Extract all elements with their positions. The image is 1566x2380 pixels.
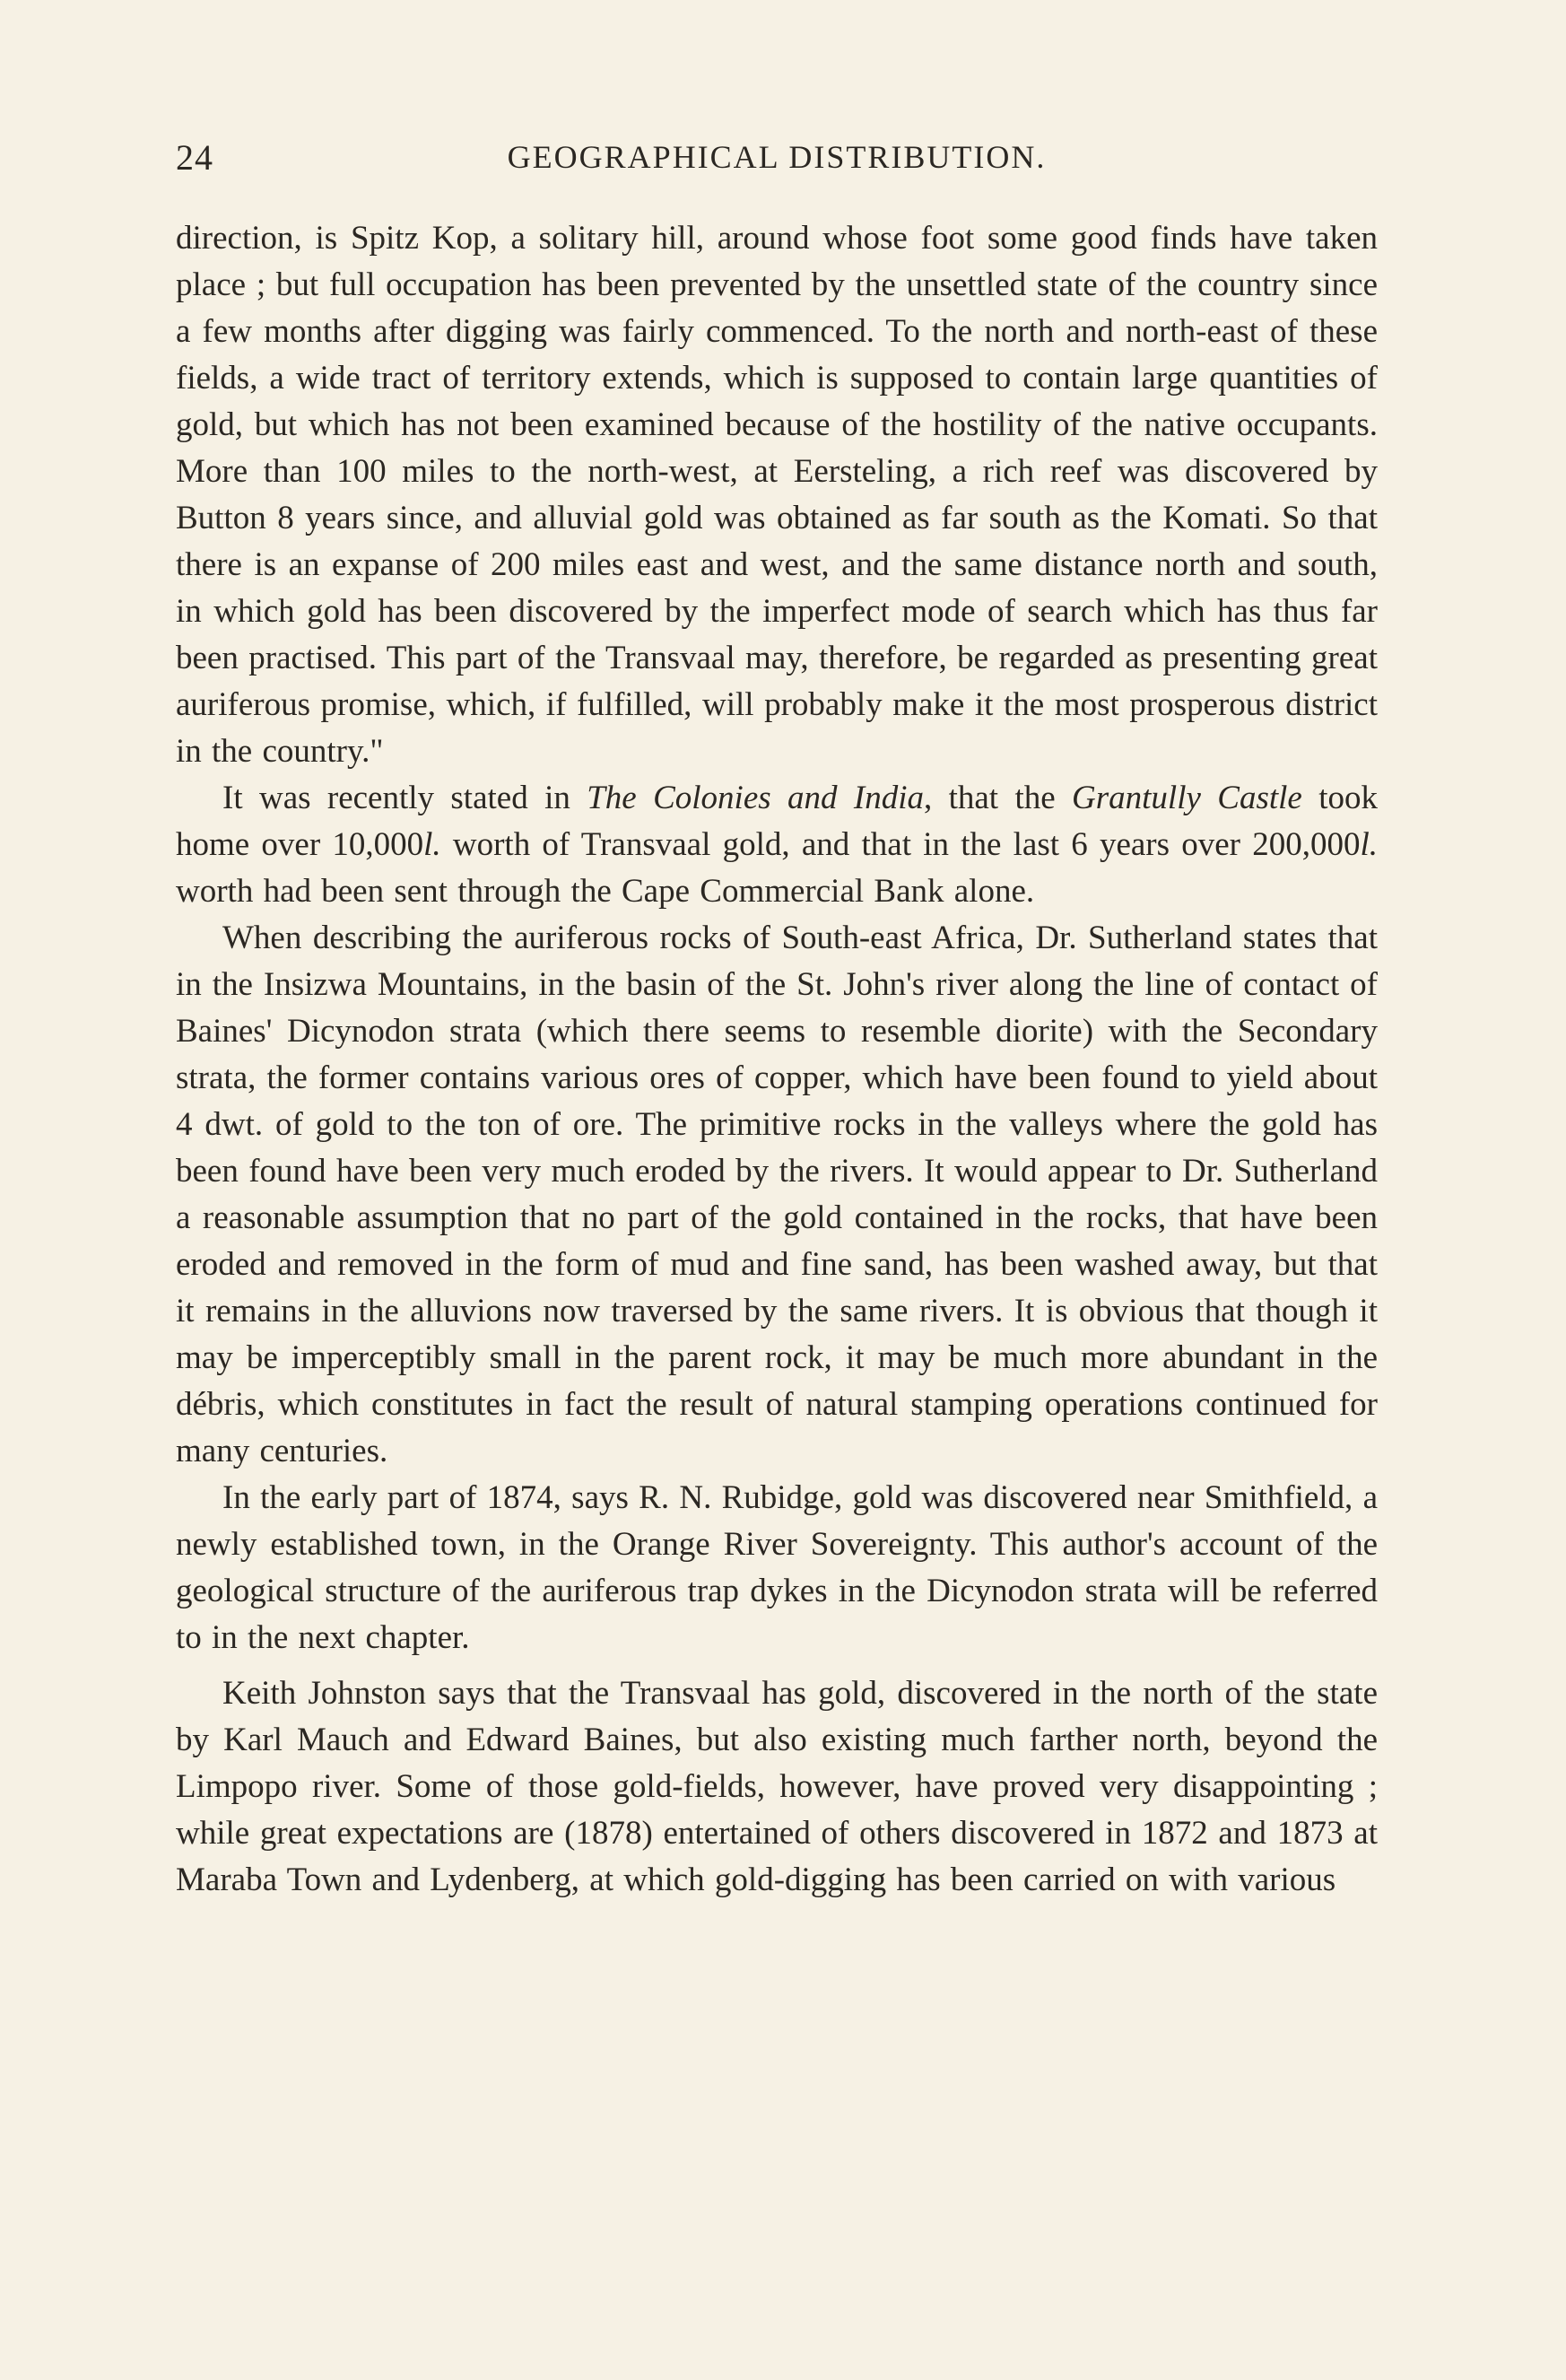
paragraph-text: worth had been sent through the Cape Commercial Bank alone.: [176, 873, 1035, 910]
ship-name: Grantully Castle: [1072, 780, 1302, 816]
paragraph-keith-johnston: Keith Johnston says that the Transvaal has gold, discovered in the north of the state by Karl Mauch and Edward Baines, but also existing much farther north, beyond the Limpopo river. Some of those gold-fields, however, have proved very disappointing ; while great expectations are (1878) entertained of others discovered in 1872 and 1873 at Maraba Town and Lydenberg, at which gold-digging has been carried on with various: [176, 1675, 1378, 1898]
page-header: [176, 136, 1378, 190]
text-body: [176, 215, 1378, 1904]
paragraph-text: worth of Transvaal gold, and that in the last 6 years over 200,000: [440, 826, 1361, 863]
publication-title: The Colonies and India: [587, 780, 924, 816]
currency-symbol: l.: [1360, 826, 1378, 863]
paragraph-text: took home over 10,000: [176, 780, 1378, 863]
page-number: 24: [176, 137, 213, 178]
paragraph-rubidge: In the early part of 1874, says R. N. Rubidge, gold was discovered near Smithfield, a newly established town, in the Orange River Sovereignty. This author's account of the geological structure of the auriferous trap dykes in the Dicynodon strata will be referred to in the next chapter.: [176, 1479, 1378, 1656]
currency-symbol: l.: [423, 826, 441, 863]
running-title: GEOGRAPHICAL DISTRIBUTION.: [507, 139, 1047, 175]
paragraph-text: , that the: [923, 780, 1073, 816]
paragraph-spitz-kop: direction, is Spitz Kop, a solitary hill, around whose foot some good finds have taken place ; but full occupation has been prevented by the unsettled state of the country since a few months after digging was fairly commenced. To the north and north-east of these fields, a wide tract of territory extends, which is supposed to contain large quantities of gold, but which has not been examined because of the hostility of the native occupants. More than 100 miles to the north-west, at Eersteling, a rich reef was discovered by Button 8 years since, and alluvial gold was obtained as far south as the Komati. So that there is an expanse of 200 miles east and west, and the same distance north and south, in which gold has been discovered by the imperfect mode of search which has thus far been practised. This part of the Transvaal may, therefore, be regarded as presenting great auriferous promise, which, if fulfilled, will probably make it the most prosperous district in the country.": [176, 220, 1378, 770]
paragraph-text: It was recently stated in: [222, 780, 587, 816]
paragraph-sutherland: When describing the auriferous rocks of South-east Africa, Dr. Sutherland states that in the Insizwa Mountains, in the basin of the St. John's river along the line of contact of Baines' Dicynodon strata (which there seems to resemble diorite) with the Secondary strata, the former contains various ores of copper, which have been found to yield about 4 dwt. of gold to the ton of ore. The primitive rocks in the valleys where the gold has been found have been very much eroded by the rivers. It would appear to Dr. Sutherland a reasonable assumption that no part of the gold contained in the rocks, that have been eroded and removed in the form of mud and fine sand, has been washed away, but that it remains in the alluvions now traversed by the same rivers. It is obvious that though it may be imperceptibly small in the parent rock, it may be much more abundant in the débris, which constitutes in fact the result of natural stamping operations continued for many centuries.: [176, 920, 1378, 1469]
paragraph-colonies-and-india: [176, 775, 1378, 915]
